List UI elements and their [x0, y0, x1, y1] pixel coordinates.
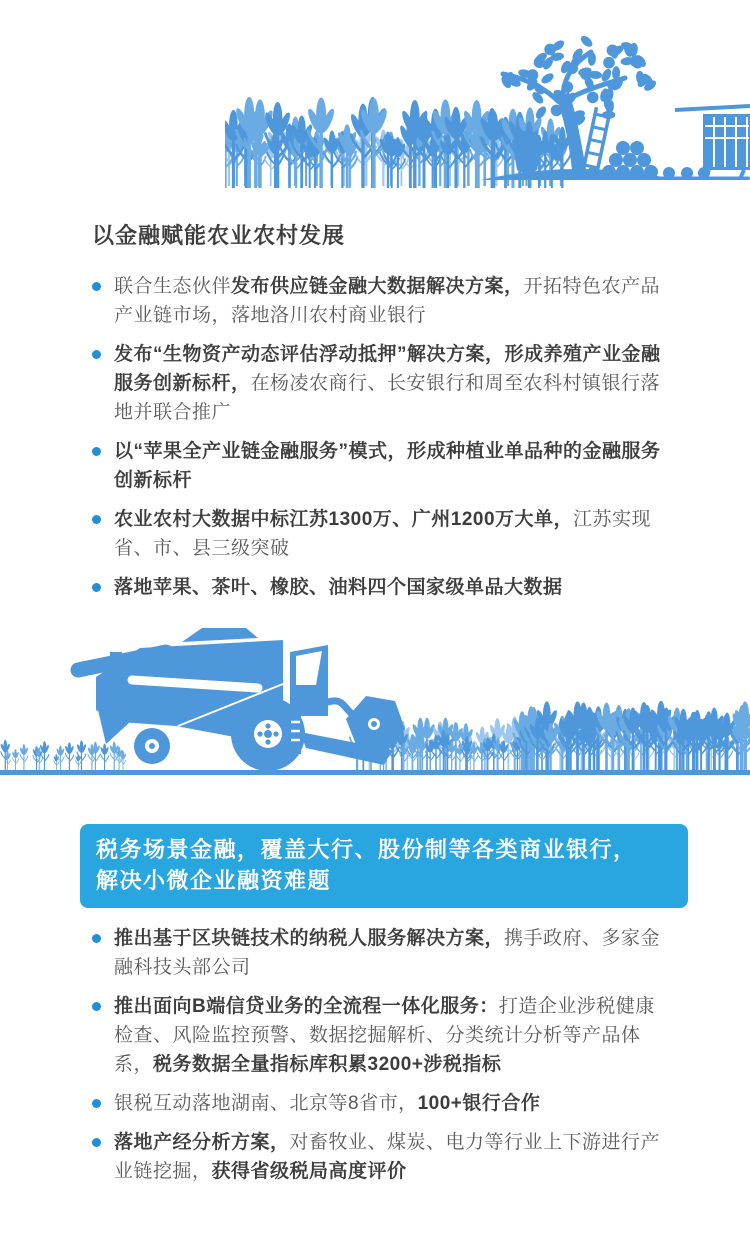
- banner-line: 解决小微企业融资难题: [96, 868, 332, 893]
- cab-ladder: [290, 714, 301, 754]
- tax-banner: [80, 824, 688, 908]
- combine-harvester: [78, 628, 405, 771]
- bullet-dot-icon: [92, 515, 101, 524]
- bullet-text: 落地产经分析方案，对畜牧业、煤炭、电力等行业上下游进行产业链挖掘，获得省级税局高度评价: [114, 1132, 661, 1182]
- list-item: [90, 505, 675, 563]
- bullet-text: 以“苹果全产业链金融服务”模式，形成种植业单品种的金融服务创新标杆: [114, 441, 661, 491]
- bullet-dot-icon: [92, 1002, 101, 1011]
- list-item: [90, 1128, 675, 1186]
- fallen-apple: [553, 150, 564, 161]
- bullet-dot-icon: [92, 447, 101, 456]
- bullet-dot-icon: [92, 934, 101, 943]
- tax-bullet-list: [90, 924, 675, 1196]
- bullet-dot-icon: [92, 1138, 101, 1147]
- auger-bracket: [110, 652, 122, 662]
- bullet-text: 推出基于区块链技术的纳税人服务解决方案，携手政府、多家金融科技头部公司: [114, 928, 661, 978]
- bullet-text: 落地苹果、茶叶、橡胶、油料四个国家级单品大数据: [114, 577, 563, 598]
- list-item: [90, 573, 675, 602]
- list-item: [90, 1089, 675, 1118]
- ladder-icon: [583, 107, 610, 174]
- bullet-text: 联合生态伙伴发布供应链金融大数据解决方案，开拓特色农产品产业链市场，落地洛川农村商业银行: [114, 276, 661, 326]
- ground-line: [0, 770, 750, 775]
- fruit-basket: [512, 132, 542, 174]
- grain-tank-lid: [182, 628, 258, 642]
- list-item: [90, 992, 675, 1079]
- bullet-dot-icon: [92, 1099, 101, 1108]
- section-agriculture-heading: 以金融赋能农业农村发展: [92, 223, 346, 248]
- banner-line: 税务场景金融，覆盖大行、股份制等各类商业银行，: [96, 837, 637, 862]
- list-item: [90, 340, 675, 427]
- bullet-dot-icon: [92, 350, 101, 359]
- bullet-text: 银税互动落地湖南、北京等8省市，100+银行合作: [114, 1093, 541, 1114]
- harvest-scene-illustration: [225, 20, 750, 192]
- bullet-text: 推出面向B端信贷业务的全流程一体化服务：打造企业涉税健康检查、风险监控预警、数据挖掘解析、分类统计分析等产品体系，税务数据全量指标库积累3200+涉税指标: [114, 996, 655, 1075]
- bullet-dot-icon: [92, 583, 101, 592]
- bullet-dot-icon: [92, 282, 101, 291]
- list-item: [90, 924, 675, 982]
- bullet-text: 发布“生物资产动态评估浮动抵押”解决方案，形成养殖产业金融服务创新标杆，在杨凌农商行、长安银行和周至农科村镇银行落地并联合推广: [114, 344, 661, 423]
- agriculture-bullet-list: [90, 272, 675, 612]
- grass-tufts: [0, 740, 127, 772]
- list-item: [90, 272, 675, 330]
- bullet-text: 农业农村大数据中标江苏1300万、广州1200万大单，江苏实现省、市、县三级突破: [114, 509, 652, 559]
- list-item: [90, 437, 675, 495]
- combine-harvester-illustration: [0, 622, 750, 790]
